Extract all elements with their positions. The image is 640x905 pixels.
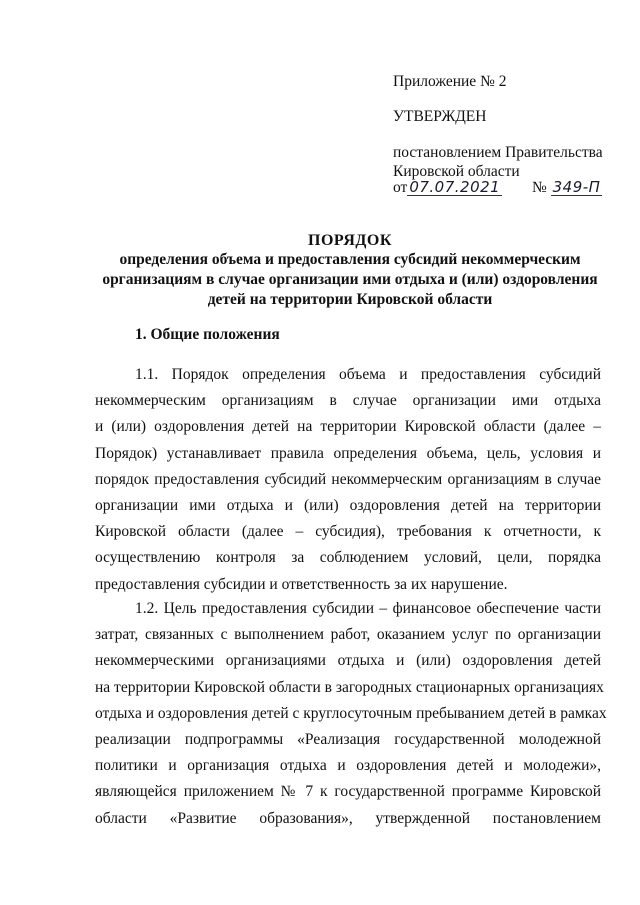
handwritten-date: 07.07.2021 [409,178,501,196]
text-line: осуществлению контроля за соблюдением условий, цели, порядка [95,549,601,567]
document-subtitle [90,250,610,310]
document-title: ПОРЯДОК [308,232,392,249]
handwritten-number: 349-П [552,178,601,196]
date-prefix: от [393,179,408,196]
subtitle-line: определения объема и предоставления субсидий некоммерческим [119,251,581,268]
resolution-line-1: постановлением Правительства [393,144,603,161]
approved-label: УТВЕРЖДЕН [393,108,487,125]
paragraph-1-1 [95,362,601,598]
text-line: являющейся приложением № 7 к государственной программе Кировской [95,783,601,801]
text-line: области «Развитие образования», утвержденной постановлением [95,809,601,827]
section-heading: 1. Общие положения [135,326,280,343]
text-line: отдыха и оздоровления детей с круглосуточным пребыванием детей в рамках [95,704,607,722]
subtitle-line: детей на территории Кировской области [207,291,493,308]
text-line: Порядок) устанавливает правила определения объема, цель, условия и [95,444,601,462]
text-line: 1.1. Порядок определения объема и предоставления субсидий [135,366,601,383]
text-line: 1.2. Цель предоставления субсидии – финансовое обеспечение части [135,600,601,617]
appendix-label: Приложение № 2 [393,73,507,90]
text-line: предоставления субсидии и ответственность за их нарушение. [95,575,508,593]
text-line: Кировской области (далее – субсидия), требования к отчетности, к [95,523,601,541]
resolution-line-2: Кировской области [393,163,520,180]
text-line: организации ими отдыха и (или) оздоровления детей на территории [95,496,601,514]
text-line: политики и организация отдыха и оздоровления детей и молодежи», [95,757,601,775]
number-prefix: № [531,179,547,196]
subtitle-line: организациям в случае организации ими отдыха и (или) оздоровления [102,271,598,288]
text-line: и (или) оздоровления детей на территории Кировской области (далее – [95,418,601,436]
resolution-date-number [393,178,602,198]
text-line: некоммерческим организациям в случае организации ими отдыха [95,392,601,410]
text-line: на территории Кировской области в загородных стационарных организациях [95,678,604,696]
text-line: некоммерческими организациями отдыха и (или) оздоровления детей [95,652,601,670]
text-line: реализации подпрограммы «Реализация государственной молодежной [95,730,601,748]
text-line: затрат, связанных с выполнением работ, оказанием услуг по организации [95,626,601,644]
text-line: порядок предоставления субсидий некоммерческим организациям в случае [95,470,601,488]
paragraph-1-2 [95,596,607,832]
